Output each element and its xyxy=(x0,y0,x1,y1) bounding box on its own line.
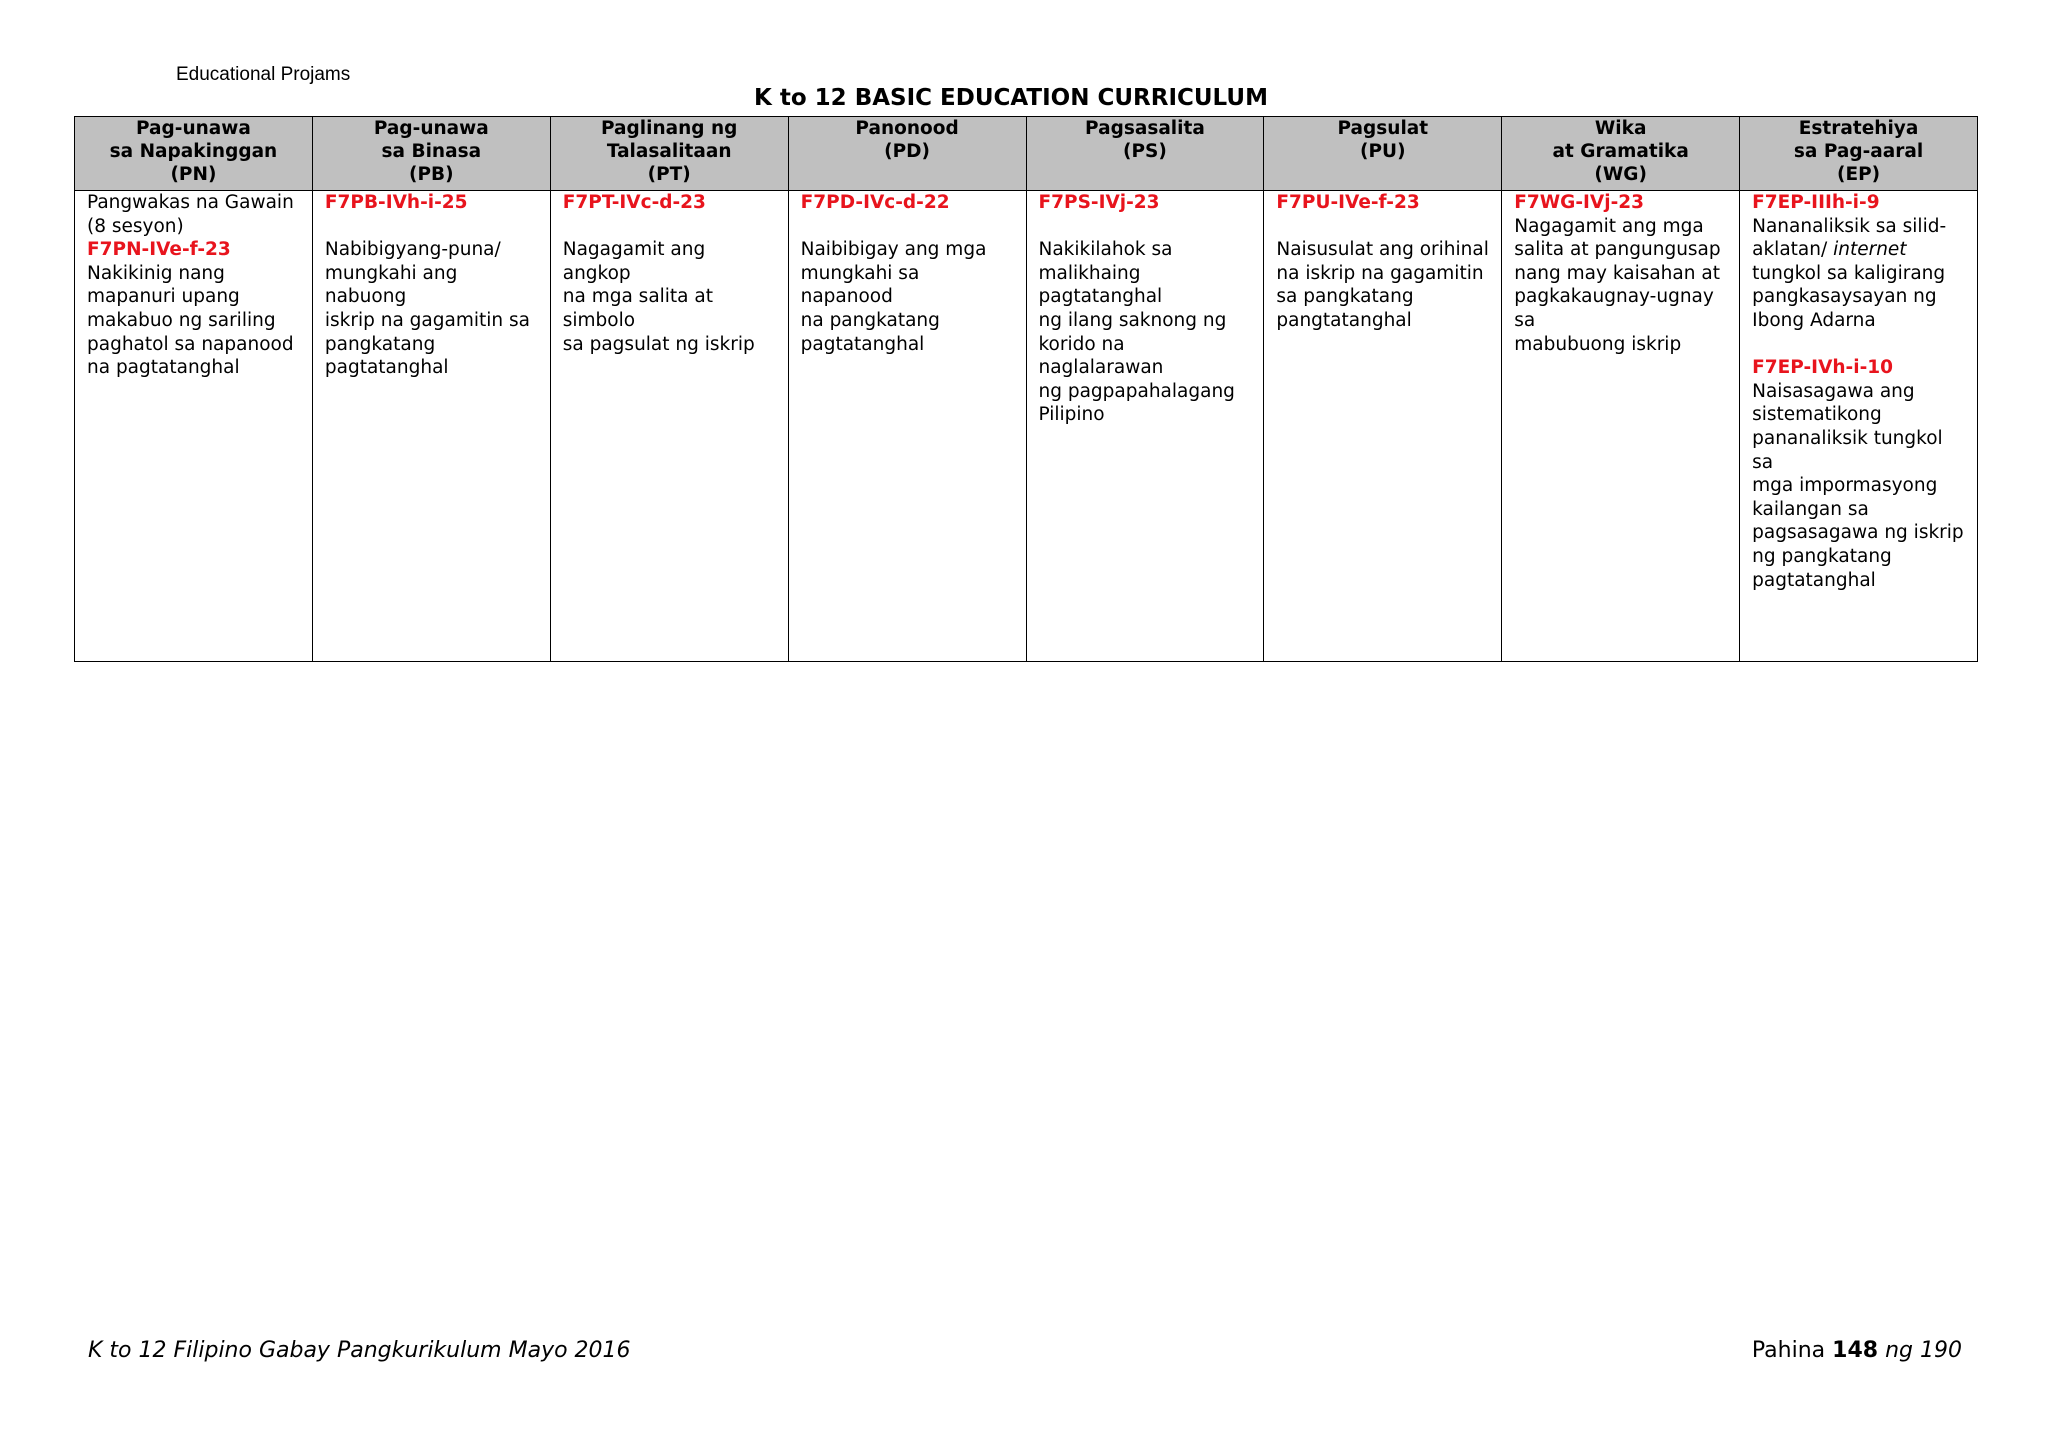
total-pages: ng 190 xyxy=(1885,1338,1962,1363)
competency-description: Naibibigay ang mga mungkahi sa napanood na pangkatang pagtatanghal xyxy=(800,239,987,355)
table-header-row xyxy=(75,117,1978,191)
column-header-ps xyxy=(1026,117,1264,191)
cell-pd xyxy=(788,191,1026,662)
italic-term: internet xyxy=(1833,239,1907,261)
column-header-label: Pagsasalita (PS) xyxy=(1085,118,1205,162)
column-header-label: Pagsulat (PU) xyxy=(1337,118,1429,162)
current-page: 148 xyxy=(1832,1338,1879,1363)
cell-wg xyxy=(1502,191,1740,662)
competency-code: F7PN-IVe-f-23 xyxy=(87,239,231,261)
header-note: Educational Projams xyxy=(176,64,351,85)
cell-pb xyxy=(312,191,550,662)
footer-document-name: K to 12 Filipino Gabay Pangkurikulum Mayo 2016 xyxy=(88,1338,631,1363)
column-header-pd xyxy=(788,117,1026,191)
cell-pn xyxy=(75,191,313,662)
column-header-pn xyxy=(75,117,313,191)
column-header-label: Pag-unawa sa Binasa (PB) xyxy=(373,118,489,185)
page-title: K to 12 BASIC EDUCATION CURRICULUM xyxy=(754,85,1268,111)
column-header-label: Paglinang ng Talasalitaan (PT) xyxy=(600,118,738,185)
table-row xyxy=(75,191,1978,662)
competency-description: Nakikilahok sa malikhaing pagtatanghal ng ilang saknong ng korido na naglalarawan ng pagpapahalagang Pilipino xyxy=(1038,239,1235,426)
competency-code: F7EP-IIIh-i-9 xyxy=(1752,192,1880,213)
competency-description: Nagagamit ang angkop na mga salita at simbolo sa pagsulat ng iskrip xyxy=(562,239,755,355)
column-header-label: Panonood (PD) xyxy=(855,118,959,162)
competency-code: F7WG-IVj-23 xyxy=(1514,192,1644,213)
competency-code: F7PS-IVj-23 xyxy=(1038,192,1160,213)
curriculum-table xyxy=(74,116,1978,662)
competency-description: Nananaliksik sa silid- aklatan/ internet tungkol sa kaligirang pangkasaysayan ng Ibong Adarna xyxy=(1752,215,1947,331)
cell-ps xyxy=(1026,191,1264,662)
column-header-label: Pag-unawa sa Napakinggan (PN) xyxy=(109,118,278,185)
column-header-wg xyxy=(1502,117,1740,191)
cell-pt xyxy=(550,191,788,662)
column-header-label: Estratehiya sa Pag-aaral (EP) xyxy=(1793,118,1924,185)
competency-description: Naisasagawa ang sistematikong pananaliksik tungkol sa mga impormasyong kailangan sa pagsasagawa ng iskrip ng pangkatang pagtatanghal xyxy=(1752,380,1964,591)
competency-code: F7PD-IVc-d-22 xyxy=(800,192,950,213)
column-header-pb xyxy=(312,117,550,191)
competency-code: F7PB-IVh-i-25 xyxy=(324,192,468,213)
competency-code: F7PU-IVe-f-23 xyxy=(1276,192,1420,213)
cell-ep xyxy=(1740,191,1978,662)
column-header-label: Wika at Gramatika (WG) xyxy=(1552,118,1689,185)
column-header-ep xyxy=(1740,117,1978,191)
competency-code: F7EP-IVh-i-10 xyxy=(1752,357,1893,379)
competency-description: Naisusulat ang orihinal na iskrip na gagamitin sa pangkatang pangtatanghal xyxy=(1276,239,1489,331)
cell-intro-text: Pangwakas na Gawain (8 sesyon) xyxy=(87,192,294,237)
page-label: Pahina xyxy=(1751,1338,1826,1363)
footer-page-number xyxy=(1752,1338,1962,1363)
competency-description: Nagagamit ang mga salita at pangungusap nang may kaisahan at pagkakaugnay-ugnay sa mabubuong iskrip xyxy=(1514,215,1721,355)
competency-description: Nakikinig nang mapanuri upang makabuo ng sariling paghatol sa napanood na pagtatanghal xyxy=(87,262,294,379)
competency-code: F7PT-IVc-d-23 xyxy=(562,192,706,213)
competency-description: Nabibigyang-puna/ mungkahi ang nabuong iskrip na gagamitin sa pangkatang pagtatanghal xyxy=(324,239,530,379)
column-header-pu xyxy=(1264,117,1502,191)
cell-pu xyxy=(1264,191,1502,662)
column-header-pt xyxy=(550,117,788,191)
